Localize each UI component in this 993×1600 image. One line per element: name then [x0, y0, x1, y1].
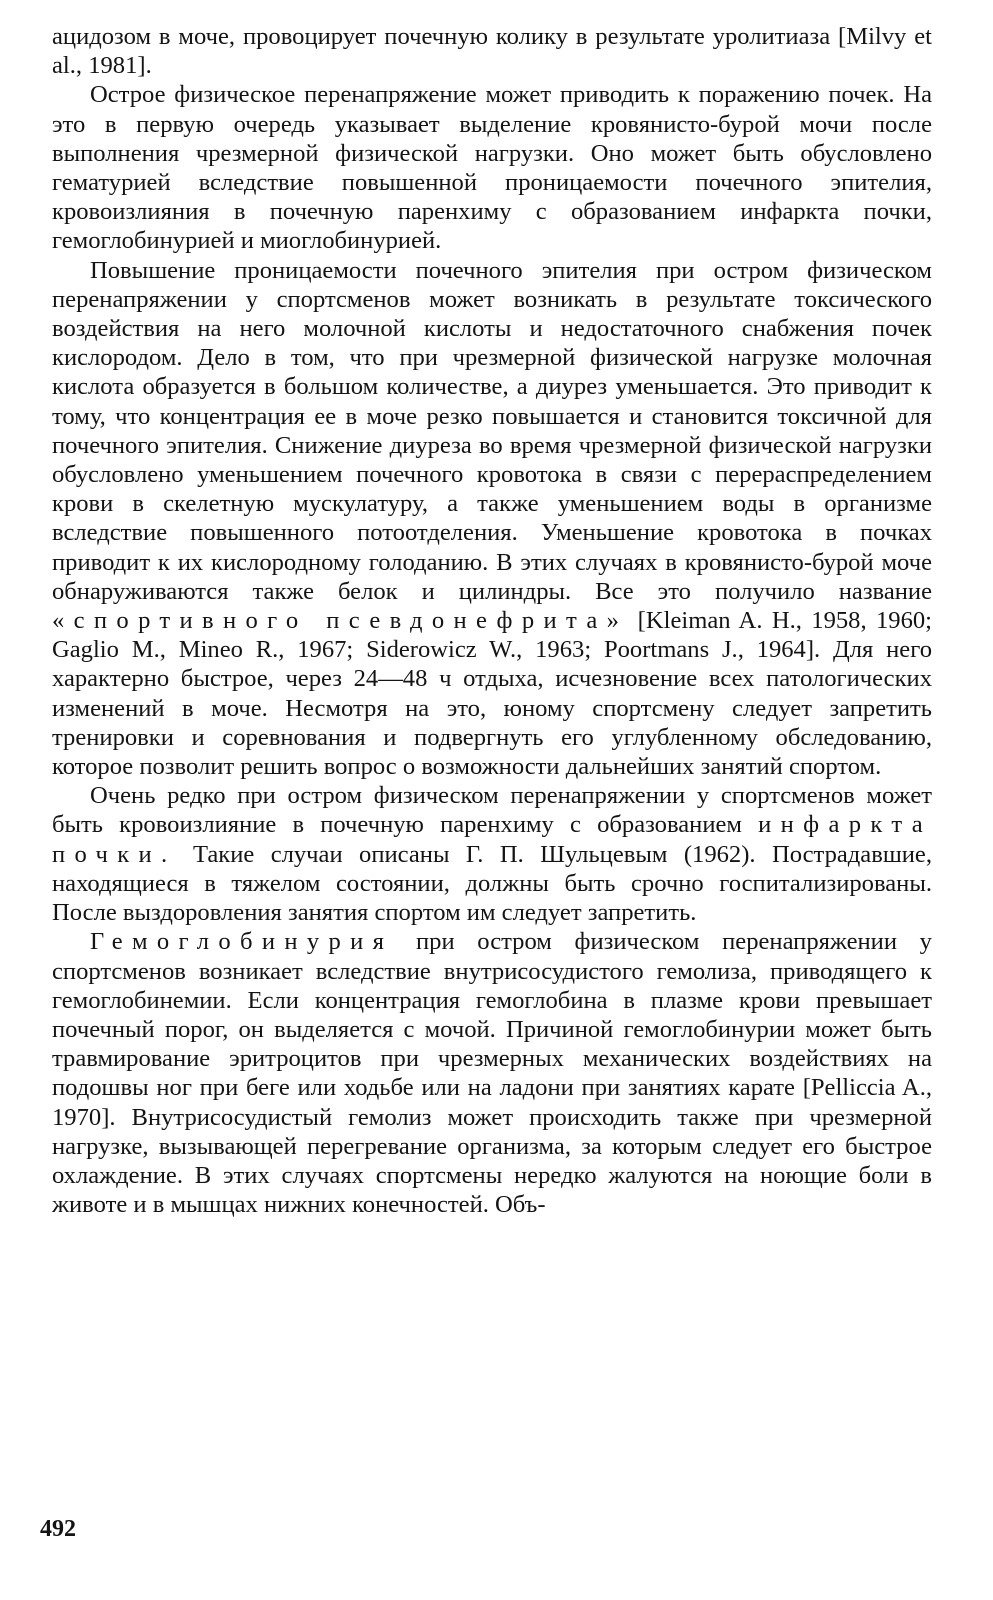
page-number: 492	[40, 1516, 76, 1542]
paragraph-2	[52, 80, 932, 255]
paragraph-1	[52, 22, 932, 80]
page-body	[52, 22, 932, 1219]
paragraph-5-text-after: при остром физическом перенапряжении у спортсменов возникает вследствие внутрисосудистого гемолиза, приводящего к гемоглобинемии. Если концентрация гемоглобина в плазме крови превышает почечный порог, он выделяется с мочой. Причиной гемоглобинурии может быть травмирование эритроцитов при чрезмерных механических воздействиях на подошвы ног при беге или ходьбе или на ладони при занятиях карате [Pelliccia A., 1970]. Внутрисосудистый гемолиз может происходить также при чрезмерной нагрузке, вызывающей перегревание организма, за которым следует его быстрое охлаждение. В этих случаях спортсмены нередко жалуются на ноющие боли в животе и в мышцах нижних конечностей. Объ-	[52, 928, 932, 1219]
paragraph-4	[52, 781, 932, 927]
paragraph-5	[52, 927, 932, 1219]
paragraph-4-spaced-term: инфаркта почки.	[52, 811, 932, 868]
paragraph-4-text-after: Такие случаи описаны Г. П. Шульцевым (1962). Пострадавшие, находящиеся в тяжелом состоянии, должны быть срочно госпитализированы. После выздоровления занятия спортом им следует запретить.	[52, 840, 932, 927]
paragraph-3-spaced-term: «спортивного псевдонефрита»	[52, 607, 629, 635]
paragraph-3	[52, 256, 932, 782]
paragraph-3-text: Повышение проницаемости почечного эпителия при остром физическом перенапряжении у спортсменов может возникать в результате токсического воздействия на него молочной кислоты и недостаточного снабжения почек кислородом. Дело в том, что при чрезмерной физической нагрузке молочная кислота образуется в большом количестве, а диурез уменьшается. Это приводит к тому, что концентрация ее в моче резко повышается и становится токсичной для почечного эпителия. Снижение диуреза во время чрезмерной физической нагрузки обусловлено уменьшением почечного кровотока в связи с перераспределением крови в скелетную мускулатуру, а также уменьшением воды в организме вследствие повышенного потоотделения. Уменьшение кровотока в почках приводит к их кислородному голоданию. В этих случаях в кровянисто-бурой моче обнаруживаются также белок и цилиндры. Все это получило название	[52, 256, 932, 605]
paragraph-1-text: ацидозом в моче, провоцирует почечную колику в результате уролитиаза [Milvy et al., 1981].	[52, 23, 932, 80]
paragraph-4-text: Очень редко при остром физическом перенапряжении у спортсменов может быть кровоизлияние в почечную паренхиму с образованием	[52, 782, 932, 839]
paragraph-2-text: Острое физическое перенапряжение может приводить к поражению почек. На это в первую очередь указывает выделение кровянисто-бурой мочи после выполнения чрезмерной физической нагрузки. Оно может быть обусловлено гематурией вследствие повышенной проницаемости почечного эпителия, кровоизлияния в почечную паренхиму с образованием инфаркта почки, гемоглобинурией и миоглобинурией.	[52, 81, 932, 255]
paragraph-3-text-after: [Kleiman A. H., 1958, 1960; Gaglio M., Mineo R., 1967; Siderowicz W., 1963; Poortmans J., 1964]. Для него характерно быстрое, через 24—48 ч отдыха, исчезновение всех патологических изменений в моче. Несмотря на это, юному спортсмену следует запретить тренировки и соревнования и подвергнуть его углубленному обследованию, которое позволит решить вопрос о возможности дальнейших занятий спортом.	[52, 607, 932, 781]
paragraph-5-spaced-term: Гемоглобинурия	[90, 928, 394, 956]
